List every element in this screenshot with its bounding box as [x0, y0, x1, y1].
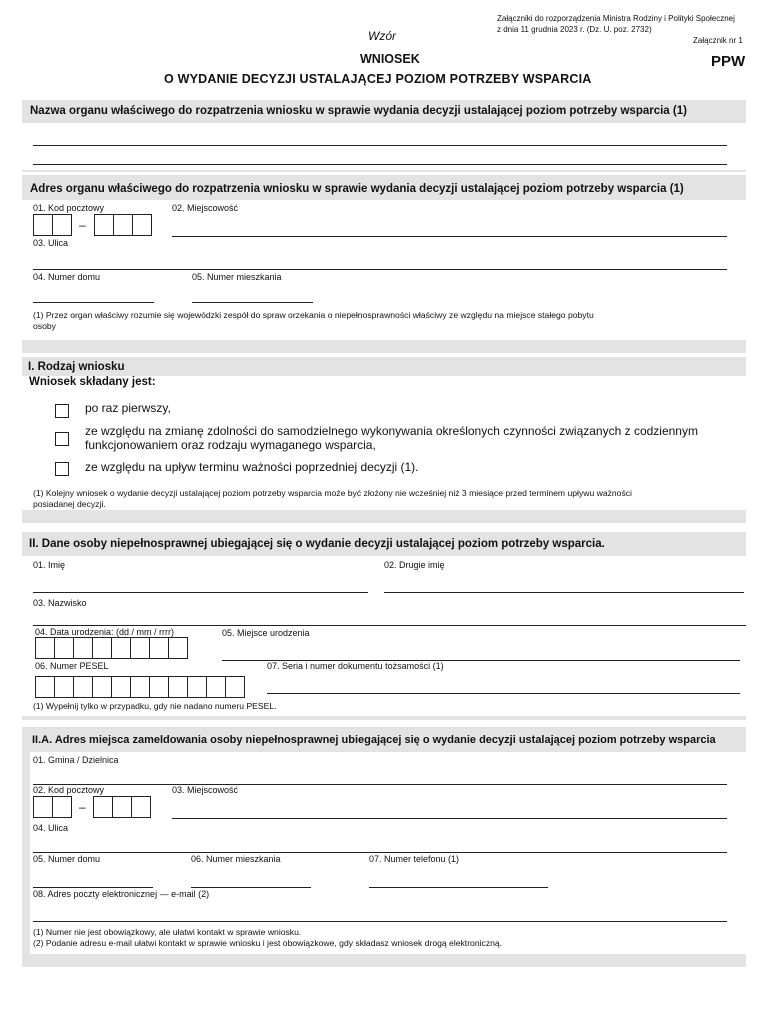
- commune-input[interactable]: [33, 784, 727, 785]
- id-doc-input[interactable]: [267, 693, 740, 694]
- organ-name-heading: Nazwa organu właściwego do rozpatrzenia wniosku w sprawie wydania decyzji ustalającej poziom potrzeby wsparcia (1): [22, 102, 746, 122]
- section-2a-field-area: [30, 752, 746, 954]
- digit-box[interactable]: [206, 676, 226, 698]
- residence-postal-code-b[interactable]: [93, 796, 151, 818]
- organ-house-no-label: 04. Numer domu: [33, 272, 101, 282]
- pesel-boxes[interactable]: [35, 676, 245, 698]
- form-title: WNIOSEK: [360, 52, 420, 66]
- section-2a-heading: II.A. Adres miejsca zameldowania osoby niepełnosprawnej ubiegającej się o wydanie decyzji ustalającej poziom potrzeby wsparcia: [22, 733, 746, 751]
- digit-box[interactable]: [54, 676, 74, 698]
- phone-label: 07. Numer telefonu (1): [369, 854, 460, 864]
- digit-box[interactable]: [111, 637, 131, 659]
- postal-code-dash: –: [79, 218, 86, 232]
- phone-input[interactable]: [369, 887, 548, 888]
- birth-date-label: 04. Data urodzenia: (dd / mm / rrrr): [35, 627, 175, 637]
- digit-box[interactable]: [73, 676, 93, 698]
- id-doc-label: 07. Seria i numer dokumentu tożsamości (1): [267, 661, 444, 671]
- organ-flat-no-input[interactable]: [192, 302, 313, 303]
- digit-box[interactable]: [93, 796, 113, 818]
- legal-note-line1: Załączniki do rozporządzenia Ministra Rodziny i Polityki Społecznej: [497, 14, 735, 23]
- digit-box[interactable]: [73, 637, 93, 659]
- section-2a-footnote-2: (2) Podanie adresu e-mail ułatwi kontakt w sprawie wniosku i jest obowiązkowe, gdy składasz wniosek drogą elektroniczną.: [33, 938, 503, 948]
- legal-note-line2: z dnia 11 grudnia 2023 r. (Dz. U. poz. 2732): [497, 25, 652, 34]
- second-name-input[interactable]: [384, 592, 744, 593]
- option-first-time-checkbox[interactable]: [55, 404, 69, 418]
- digit-box[interactable]: [33, 214, 53, 236]
- digit-box[interactable]: [149, 676, 169, 698]
- digit-box[interactable]: [168, 637, 188, 659]
- section-1-footnote-line1: (1) Kolejny wniosek o wydanie decyzji ustalającej poziom potrzeby wsparcia może być złożony nie wcześniej niż 3 miesiące przed terminem upływu ważności: [33, 488, 632, 498]
- digit-box[interactable]: [52, 214, 72, 236]
- digit-box[interactable]: [52, 796, 72, 818]
- digit-box[interactable]: [33, 796, 53, 818]
- digit-box[interactable]: [131, 796, 151, 818]
- surname-label: 03. Nazwisko: [33, 598, 87, 608]
- digit-box[interactable]: [132, 214, 152, 236]
- organ-flat-no-label: 05. Numer mieszkania: [192, 272, 282, 282]
- organ-name-field-area: [22, 123, 746, 170]
- digit-box[interactable]: [94, 214, 114, 236]
- section-2a-footnote-1: (1) Numer nie jest obowiązkowy, ale ułatwi kontakt w sprawie wniosku.: [33, 927, 302, 937]
- residence-postal-code-a[interactable]: [33, 796, 72, 818]
- residence-street-input[interactable]: [33, 852, 727, 853]
- residence-city-input[interactable]: [172, 818, 727, 819]
- option-expiry-label: ze względu na upływ terminu ważności poprzedniej decyzji (1).: [85, 460, 419, 474]
- residence-house-no-input[interactable]: [33, 887, 153, 888]
- digit-box[interactable]: [113, 214, 133, 236]
- commune-label: 01. Gmina / Dzielnica: [33, 755, 119, 765]
- organ-street-label: 03. Ulica: [33, 238, 69, 248]
- digit-box[interactable]: [112, 796, 132, 818]
- organ-street-input[interactable]: [33, 269, 727, 270]
- section-2-footnote: (1) Wypełnij tylko w przypadku, gdy nie nadano numeru PESEL.: [33, 701, 277, 711]
- residence-house-no-label: 05. Numer domu: [33, 854, 101, 864]
- organ-footnote-line1: (1) Przez organ właściwy rozumie się wojewódzki zespół do spraw orzekania o niepełnosprawności właściwy ze względu na miejsce stałego pobytu: [33, 310, 594, 320]
- organ-address-heading: Adres organu właściwego do rozpatrzenia wniosku w sprawie wydania decyzji ustalającej poziom potrzeby wsparcia (1): [22, 180, 746, 200]
- organ-footnote-line2: osoby: [33, 321, 56, 331]
- first-name-input[interactable]: [33, 592, 368, 593]
- digit-box[interactable]: [35, 637, 55, 659]
- birth-place-label: 05. Miejsce urodzenia: [222, 628, 310, 638]
- organ-postal-code-label: 01. Kod pocztowy: [33, 203, 105, 213]
- organ-city-label: 02. Miejscowość: [172, 203, 239, 213]
- organ-postal-code-a[interactable]: [33, 214, 72, 236]
- digit-box[interactable]: [54, 637, 74, 659]
- residence-street-label: 04. Ulica: [33, 823, 69, 833]
- digit-box[interactable]: [149, 637, 169, 659]
- digit-box[interactable]: [225, 676, 245, 698]
- digit-box[interactable]: [130, 637, 150, 659]
- first-name-label: 01. Imię: [33, 560, 66, 570]
- organ-name-line-1[interactable]: [33, 145, 727, 146]
- option-expiry-checkbox[interactable]: [55, 462, 69, 476]
- email-label: 08. Adres poczty elektronicznej — e-mail (2): [33, 889, 210, 899]
- digit-box[interactable]: [187, 676, 207, 698]
- pattern-label: Wzór: [368, 29, 396, 43]
- residence-postal-code-label: 02. Kod pocztowy: [33, 785, 105, 795]
- form-subtitle: O WYDANIE DECYZJI USTALAJĄCEJ POZIOM POTRZEBY WSPARCIA: [164, 72, 592, 86]
- email-input[interactable]: [33, 921, 727, 922]
- residence-postal-code-dash: –: [79, 800, 86, 814]
- residence-city-label: 03. Miejscowość: [172, 785, 239, 795]
- organ-name-line-2[interactable]: [33, 164, 727, 165]
- digit-box[interactable]: [35, 676, 55, 698]
- annex-label: Załącznik nr 1: [693, 36, 743, 45]
- option-change-checkbox[interactable]: [55, 432, 69, 446]
- option-first-time-label: po raz pierwszy,: [85, 401, 171, 415]
- organ-postal-code-b[interactable]: [94, 214, 152, 236]
- form-code: PPW: [711, 53, 746, 70]
- section-2-heading: II. Dane osoby niepełnosprawnej ubiegającej się o wydanie decyzji ustalającej poziom potrzeby wsparcia.: [22, 537, 746, 555]
- section-1-footnote-line2: posiadanej decyzji.: [33, 499, 106, 509]
- digit-box[interactable]: [130, 676, 150, 698]
- birth-date-boxes[interactable]: [35, 637, 188, 659]
- digit-box[interactable]: [111, 676, 131, 698]
- organ-house-no-input[interactable]: [33, 302, 154, 303]
- section-1-subheading: Wniosek składany jest:: [29, 376, 156, 388]
- residence-flat-no-label: 06. Numer mieszkania: [191, 854, 281, 864]
- organ-city-input[interactable]: [172, 236, 727, 237]
- digit-box[interactable]: [92, 637, 112, 659]
- residence-flat-no-input[interactable]: [191, 887, 311, 888]
- option-change-label-line2: funkcjonowaniem oraz rodzaju wymaganego wsparcia,: [85, 438, 376, 452]
- digit-box[interactable]: [92, 676, 112, 698]
- option-change-label-line1: ze względu na zmianę zdolności do samodzielnego wykonywania określonych czynności związanych z codziennym: [85, 424, 698, 438]
- digit-box[interactable]: [168, 676, 188, 698]
- surname-input[interactable]: [33, 625, 746, 626]
- pesel-label: 06. Numer PESEL: [35, 661, 109, 671]
- second-name-label: 02. Drugie imię: [384, 560, 445, 570]
- section-1-heading: I. Rodzaj wniosku: [22, 360, 746, 375]
